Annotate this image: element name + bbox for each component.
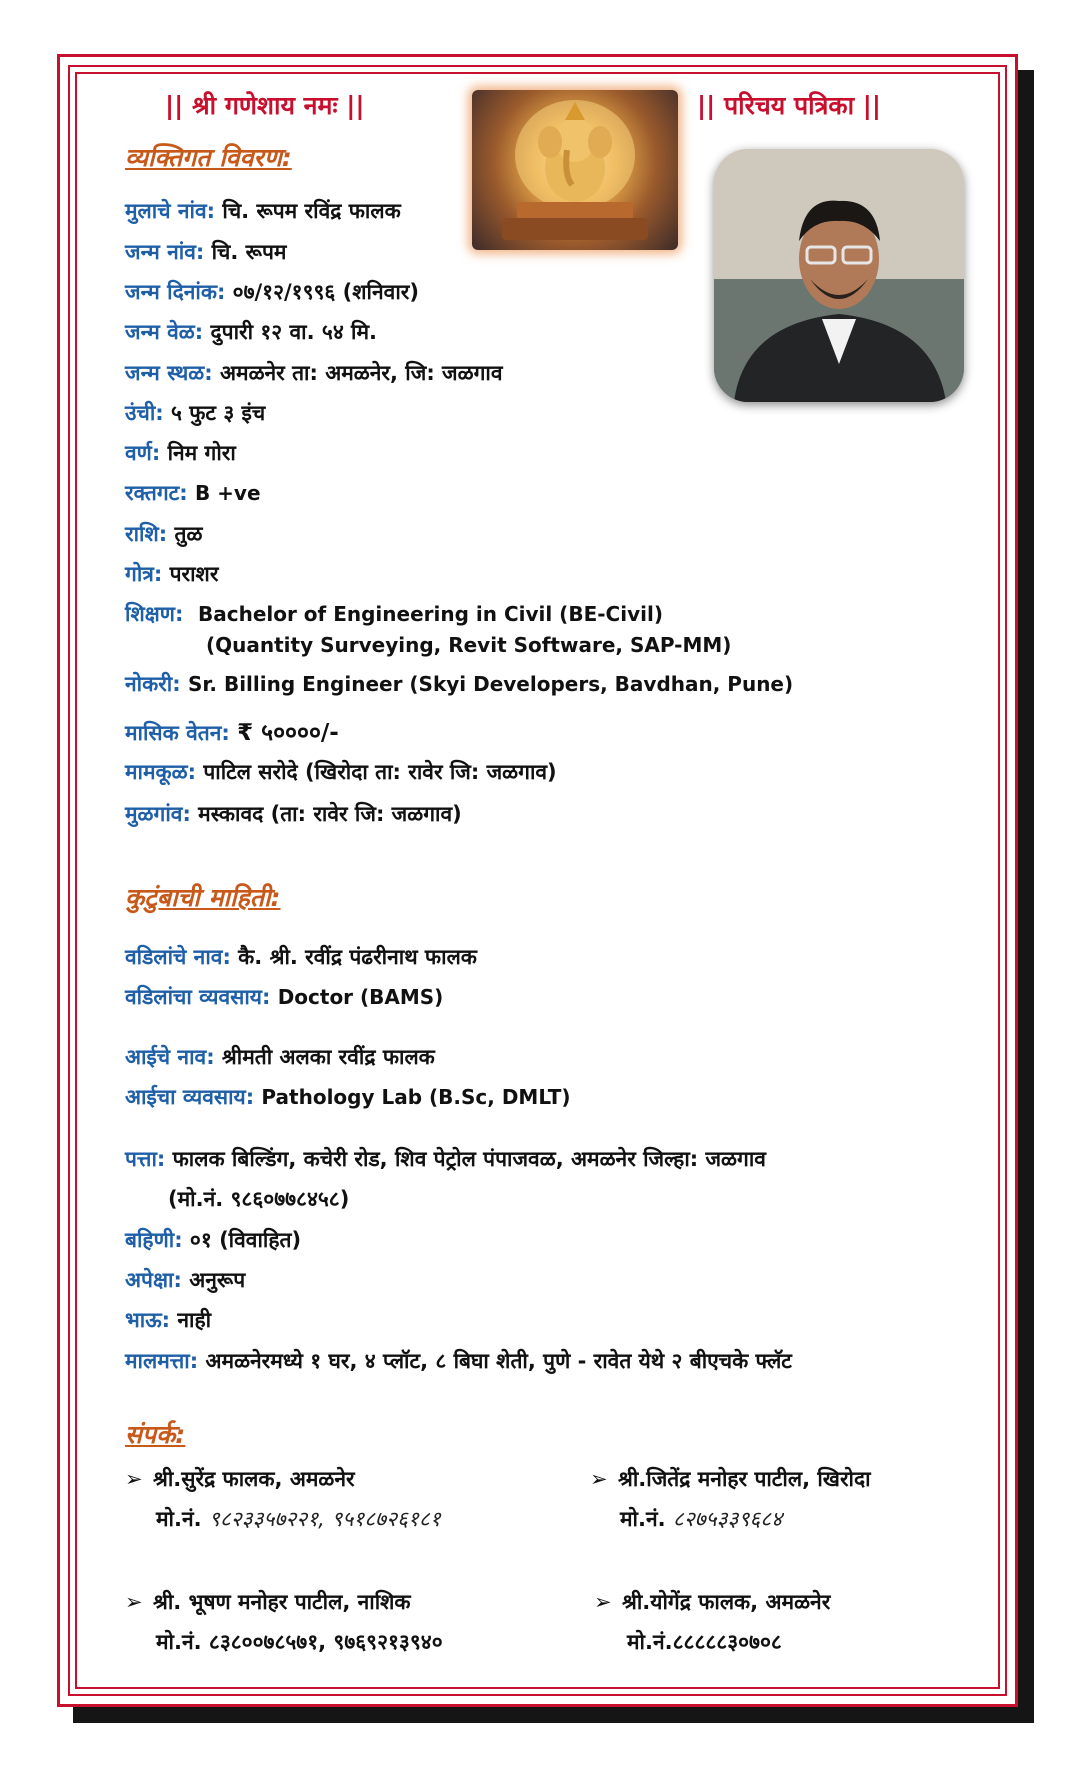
contact-4-phone-label: मो.नं. xyxy=(627,1630,673,1654)
ganesh-image xyxy=(472,90,678,250)
row-father-job xyxy=(125,983,443,1011)
label-property: मालमत्ता: xyxy=(125,1349,199,1373)
label-birth-date: जन्म दिनांक: xyxy=(125,280,226,304)
arrow-bullet-icon: ➢ xyxy=(125,1590,143,1614)
row-birth-time xyxy=(125,318,377,346)
contact-4-name: श्री.योगेंद्र फालक, अमळनेर xyxy=(622,1590,831,1614)
row-address xyxy=(125,1145,766,1173)
value-mulgav: मस्कावद (ता: रावेर जि: जळगाव) xyxy=(198,802,462,826)
contact-4-name-row xyxy=(594,1588,830,1616)
label-blood-group: रक्तगट: xyxy=(125,481,188,505)
value-father-job: Doctor (BAMS) xyxy=(277,985,444,1009)
contact-3-name-row xyxy=(125,1588,411,1616)
value-education-line1: Bachelor of Engineering in Civil (BE-Civil) xyxy=(197,602,663,626)
value-sisters: ०१ (विवाहित) xyxy=(189,1228,302,1252)
value-address: फालक बिल्डिंग, कचेरी रोड, शिव पेट्रोल पंपाजवळ, अमळनेर जिल्हा: जळगाव xyxy=(172,1147,766,1171)
label-rashi: राशि: xyxy=(125,522,168,546)
value-gotra: पराशर xyxy=(169,562,219,586)
row-mamkul xyxy=(125,758,557,786)
contact-2-name: श्री.जितेंद्र मनोहर पाटील, खिरोदा xyxy=(618,1467,871,1491)
row-address-phone xyxy=(168,1185,349,1213)
contact-4-phone: ८८८८८३०७०८ xyxy=(672,1630,782,1654)
contact-2-phone-row xyxy=(620,1505,782,1533)
value-mother-name: श्रीमती अलका रवींद्र फालक xyxy=(221,1045,435,1069)
contact-1-name-row xyxy=(125,1465,355,1493)
contact-2-name-row xyxy=(590,1465,871,1493)
label-brother: भाऊ: xyxy=(125,1308,171,1332)
value-birth-date: ०७/१२/१९९६ (शनिवार) xyxy=(232,280,419,304)
label-education: शिक्षण: xyxy=(125,602,184,626)
value-mamkul: पाटिल सरोदे (खिरोदा ता: रावेर जि: जळगाव) xyxy=(203,760,557,784)
contact-3-phone-row xyxy=(156,1628,443,1656)
row-education xyxy=(125,600,663,628)
row-mother-name xyxy=(125,1043,435,1071)
value-address-phone: (मो.नं. ९८६०७७८४५८) xyxy=(168,1187,350,1211)
label-mother-job: आईचा व्यवसाय: xyxy=(125,1085,255,1109)
row-father-name xyxy=(125,943,477,971)
section-personal-title: व्यक्तिगत विवरण: xyxy=(125,143,292,172)
section-contact-title: संपर्क: xyxy=(125,1420,186,1449)
value-birth-time: दुपारी १२ वा. ५४ मि. xyxy=(210,320,378,344)
row-complexion xyxy=(125,439,236,467)
contact-3-phone: ८३८००७८५७१, ९७६९२१३९४० xyxy=(208,1630,443,1654)
value-birth-name: चि. रूपम xyxy=(211,240,287,264)
label-boy-name: मुलाचे नांव: xyxy=(125,199,216,223)
contact-1-phone-label: मो.नं. xyxy=(156,1507,202,1531)
contact-4-phone-row xyxy=(627,1628,782,1656)
label-birth-time: जन्म वेळ: xyxy=(125,320,204,344)
value-height: ५ फुट ३ इंच xyxy=(171,401,266,425)
profile-photo xyxy=(714,149,964,402)
label-birth-place: जन्म स्थळ: xyxy=(125,361,213,385)
arrow-bullet-icon: ➢ xyxy=(594,1590,612,1614)
value-salary: ₹ ५००००/- xyxy=(237,720,339,746)
header-right: || परिचय पत्रिका || xyxy=(697,91,882,120)
row-mother-job xyxy=(125,1083,571,1111)
row-brother xyxy=(125,1306,211,1334)
arrow-bullet-icon: ➢ xyxy=(590,1467,608,1491)
label-expectation: अपेक्षा: xyxy=(125,1268,182,1292)
value-brother: नाही xyxy=(177,1308,212,1332)
contact-2-phone-label: मो.नं. xyxy=(620,1507,666,1531)
label-height: उंची: xyxy=(125,401,164,425)
label-birth-name: जन्म नांव: xyxy=(125,240,205,264)
value-rashi: तुळ xyxy=(174,522,203,546)
row-rashi xyxy=(125,520,202,548)
label-salary: मासिक वेतन: xyxy=(125,721,230,745)
label-gotra: गोत्र: xyxy=(125,562,163,586)
row-job xyxy=(125,670,793,698)
label-complexion: वर्ण: xyxy=(125,441,161,465)
label-sisters: बहिणी: xyxy=(125,1228,183,1252)
label-mother-name: आईचे नाव: xyxy=(125,1045,215,1069)
row-birth-date xyxy=(125,278,419,306)
value-blood-group: B +ve xyxy=(194,481,261,505)
value-birth-place: अमळनेर ता: अमळनेर, जि: जळगाव xyxy=(219,361,503,385)
label-father-name: वडिलांचे नाव: xyxy=(125,945,231,969)
contact-1-name: श्री.सुरेंद्र फालक, अमळनेर xyxy=(153,1467,355,1491)
value-mother-job: Pathology Lab (B.Sc, DMLT) xyxy=(261,1085,571,1109)
contact-3-phone-label: मो.नं. xyxy=(156,1630,202,1654)
label-address: पत्ता: xyxy=(125,1147,166,1171)
value-father-name: कै. श्री. रवींद्र पंढरीनाथ फालक xyxy=(238,945,477,969)
row-salary xyxy=(125,715,339,747)
value-property: अमळनेरमध्ये १ घर, ४ प्लॉट, ८ बिघा शेती, पुणे - रावेत येथे २ बीएचके फ्लॅट xyxy=(205,1349,792,1373)
row-height xyxy=(125,399,265,427)
row-mulgav xyxy=(125,800,462,828)
row-property xyxy=(125,1347,792,1375)
label-mulgav: मुळगांव: xyxy=(125,802,191,826)
row-expectation xyxy=(125,1266,245,1294)
row-boy-name xyxy=(125,197,401,225)
value-complexion: निम गोरा xyxy=(167,441,236,465)
value-education-line2: (Quantity Surveying, Revit Software, SAP-MM) xyxy=(206,633,732,657)
row-gotra xyxy=(125,560,218,588)
row-blood-group xyxy=(125,479,261,507)
row-sisters xyxy=(125,1226,301,1254)
contact-1-phone-row xyxy=(156,1505,441,1533)
value-boy-name: चि. रूपम रविंद्र फालक xyxy=(222,199,401,223)
label-mamkul: मामकूळ: xyxy=(125,760,197,784)
contact-2-phone: ८२७५३३९६८४ xyxy=(672,1507,783,1531)
arrow-bullet-icon: ➢ xyxy=(125,1467,143,1491)
value-expectation: अनुरूप xyxy=(189,1268,246,1292)
value-job: Sr. Billing Engineer (Skyi Developers, Bavdhan, Pune) xyxy=(187,672,794,696)
label-father-job: वडिलांचा व्यवसाय: xyxy=(125,985,271,1009)
contact-1-phone: ९८२३३५७२२१, ९५१८७२६१८१ xyxy=(208,1507,441,1531)
label-job: नोकरी: xyxy=(125,672,181,696)
row-birth-place xyxy=(125,359,503,387)
row-birth-name xyxy=(125,238,286,266)
row-education-line2 xyxy=(206,633,731,657)
section-family-title: कुटुंबाची माहिती: xyxy=(125,883,281,912)
contact-3-name: श्री. भूषण मनोहर पाटील, नाशिक xyxy=(153,1590,411,1614)
header-left: || श्री गणेशाय नमः || xyxy=(165,91,365,120)
